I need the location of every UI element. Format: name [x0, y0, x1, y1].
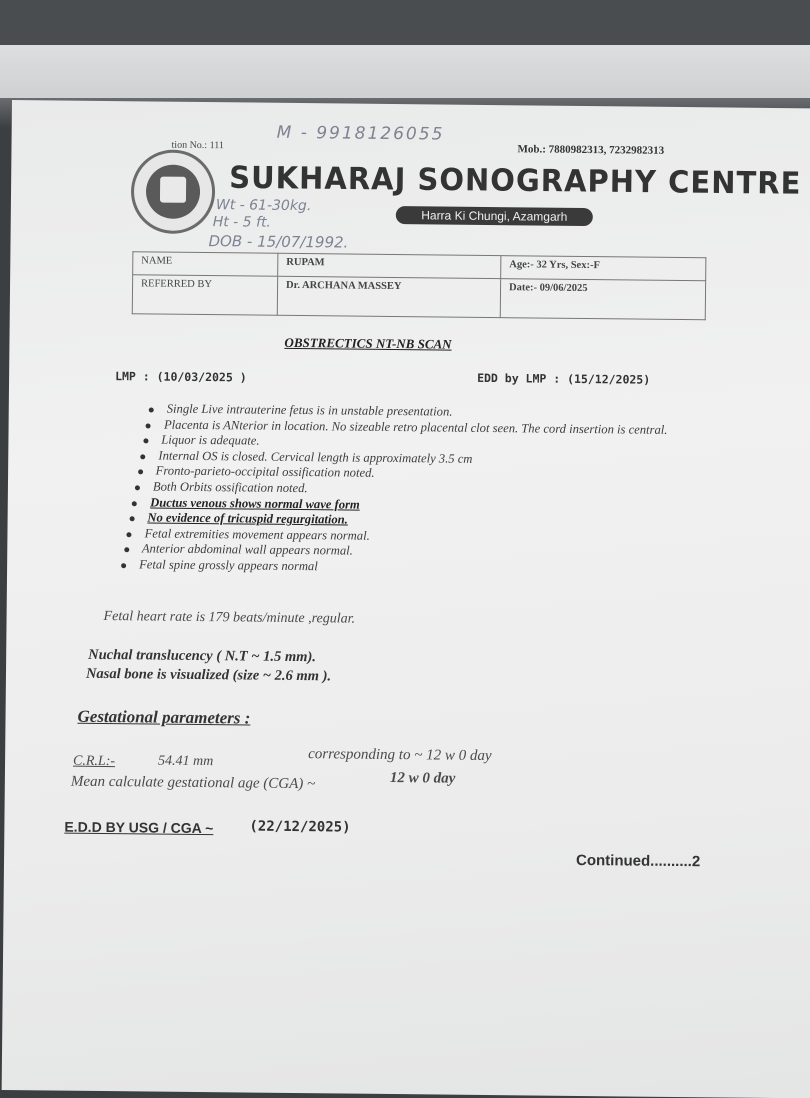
bullet-icon [143, 439, 148, 444]
handwritten-height: Ht - 5 ft. [212, 214, 272, 231]
registration-number: tion No.: 111 [171, 139, 224, 152]
bullet-icon [140, 454, 145, 459]
scan-title: OBSTRECTICS NT-NB SCAN [284, 334, 452, 352]
gestational-heading: Gestational parameters : [77, 706, 251, 728]
centre-name: SUKHARAJ SONOGRAPHY CENTRE [229, 159, 802, 202]
cga-label: Mean calculate gestational age (CGA) ~ [70, 773, 316, 793]
edd-usg-value: (22/12/2025) [249, 818, 351, 836]
finding-text: Fetal extremities movement appears normal. [144, 526, 370, 543]
finding-text: No evidence of tricuspid regurgitation. [147, 510, 348, 527]
report-date: Date:- 09/06/2025 [500, 279, 705, 320]
finding-text: Internal OS is closed. Cervical length is approximately 3.5 cm [158, 448, 473, 466]
bullet-icon [129, 516, 134, 521]
bullet-icon [124, 548, 129, 553]
bullet-icon [135, 485, 140, 490]
patient-name: RUPAM [278, 253, 501, 278]
crl-label: C.R.L:- [73, 753, 116, 770]
centre-logo [131, 149, 216, 234]
nuchal-translucency: Nuchal translucency ( N.T ~ 1.5 mm). [88, 646, 317, 666]
finding-text: Single Live intrauterine fetus is in unstable presentation. [166, 401, 453, 419]
bullet-icon [132, 501, 137, 506]
finding-text: Anterior abdominal wall appears normal. [141, 541, 353, 558]
bullet-icon [138, 470, 143, 475]
findings-list [111, 401, 668, 578]
bullet-icon [146, 423, 151, 428]
bullet-icon [127, 532, 132, 537]
finding-text: Both Orbits ossification noted. [152, 479, 308, 496]
mobile-numbers: Mob.: 7880982313, 7232982313 [517, 143, 665, 157]
nasal-bone: Nasal bone is visualized (size ~ 2.6 mm ). [85, 665, 332, 685]
continued-marker: Continued..........2 [575, 851, 701, 871]
patient-info-table [132, 251, 707, 320]
handwritten-phone: M - 9918126055 [276, 122, 445, 145]
finding-text: Ductus venous shows normal wave form [150, 495, 360, 512]
referring-doctor: Dr. ARCHANA MASSEY [277, 276, 500, 317]
bullet-icon [121, 563, 126, 568]
crl-corresponding: corresponding to ~ 12 w 0 day [308, 746, 492, 765]
bullet-icon [149, 407, 154, 412]
centre-address: Harra Ki Chungi, Azamgarh [396, 206, 593, 226]
report-paper [2, 100, 810, 1098]
cga-value: 12 w 0 day [389, 769, 456, 787]
handwritten-weight: Wt - 61-30kg. [215, 197, 312, 215]
lmp-date: LMP : (10/03/2025 ) [115, 369, 247, 385]
finding-text: Fetal spine grossly appears normal [139, 557, 318, 574]
name-label: NAME [133, 252, 278, 277]
edd-by-lmp: EDD by LMP : (15/12/2025) [477, 370, 651, 387]
edd-usg-label: E.D.D BY USG / CGA ~ [64, 818, 214, 837]
handwritten-dob: DOB - 15/07/1992. [208, 232, 349, 252]
fetal-heart-rate: Fetal heart rate is 179 beats/minute ,regular. [103, 608, 356, 627]
referred-label: REFERRED BY [132, 275, 277, 316]
finding-text: Liquor is adequate. [161, 432, 260, 448]
finding-text: Placenta is ANterior in location. No sizeable retro placental clot seen. The cord insertion is central. [163, 417, 668, 437]
crl-value: 54.41 mm [158, 753, 214, 770]
patient-age-sex: Age:- 32 Yrs, Sex:-F [501, 256, 706, 281]
finding-text: Fronto-parieto-occipital ossification noted. [155, 463, 375, 481]
